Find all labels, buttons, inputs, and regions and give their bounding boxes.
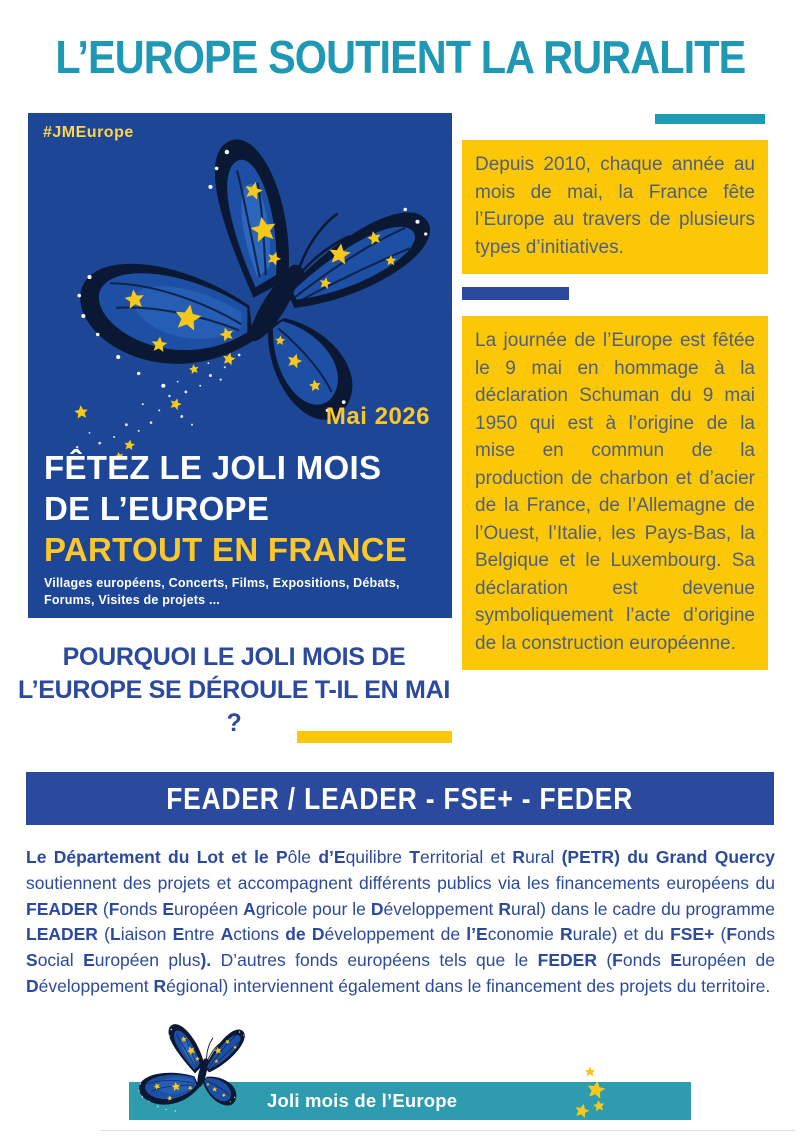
teal-accent-bar <box>655 114 765 124</box>
poster-headline-line3: PARTOUT EN FRANCE <box>44 531 408 568</box>
poster-subtext <box>44 575 400 609</box>
poster-headline <box>44 447 407 570</box>
star-trail <box>74 351 241 461</box>
poster-subtext-line1: Villages européens, Concerts, Films, Expositions, Débats, <box>44 576 400 590</box>
jmeurope-poster <box>28 113 452 618</box>
funds-paragraph: Le Département du Lot et le Pôle d’Equilibre Territorial et Rural (PETR) du Grand Quercy soutiennent des projets et accompagnent différents publics via les financements européens du FEADER (Fonds Européen Agricole pour le Développement Rural) dans le cadre du programme LEADER (Liaison Entre Actions de Développement de l’Economie Rurale) et du FSE+ (Fonds Social Européen plus). D’autres fonds européens tels que le FEDER (Fonds Européen de Développement Régional) interviennent également dans le financement des projets du territoire. <box>26 847 776 996</box>
funds-banner <box>26 772 774 825</box>
poster-date: Mai 2026 <box>325 403 430 430</box>
blue-accent-bar <box>462 287 569 300</box>
question-heading <box>8 641 460 740</box>
poster-headline-line2: DE L’EUROPE <box>44 490 270 527</box>
info-box-europe-day: La journée de l’Europe est fêtée le 9 mai en hommage à la déclaration Schuman du 9 mai 1950 qui est à l’origine de la mise en commun de la production de charbon et d’acier de la France, de l’Allemagne de l’Ouest, l’Italie, les Pays-Bas, la Belgique et le Luxembourg. Sa déclaration est devenue symboliquement l’acte d’origine de la construction européenne. <box>462 316 768 670</box>
poster-headline-line1: FÊTEZ LE JOLI MOIS <box>44 449 382 486</box>
footer-label: Joli mois de l’Europe <box>267 1090 458 1111</box>
info-box-since-2010: Depuis 2010, chaque année au mois de mai, la France fête l’Europe au travers de plusieurs types d’initiatives. <box>462 140 768 274</box>
footer-stars <box>568 1062 616 1122</box>
question-heading-line1: POURQUOI LE JOLI MOIS DE <box>62 643 406 671</box>
poster-hashtag: #JMEurope <box>43 124 134 141</box>
funds-banner-label: FEADER / LEADER - FSE+ - FEDER <box>166 780 634 816</box>
footer-butterfly-image <box>122 1016 260 1135</box>
poster-subtext-line2: Forums, Visites de projets ... <box>44 593 220 607</box>
yellow-divider-bar <box>297 731 452 743</box>
question-heading-line2: L’EUROPE SE DÉROULE T-IL EN MAI ? <box>18 676 450 737</box>
page-title: L’EUROPE SOUTIENT LA RURALITE <box>55 31 745 83</box>
